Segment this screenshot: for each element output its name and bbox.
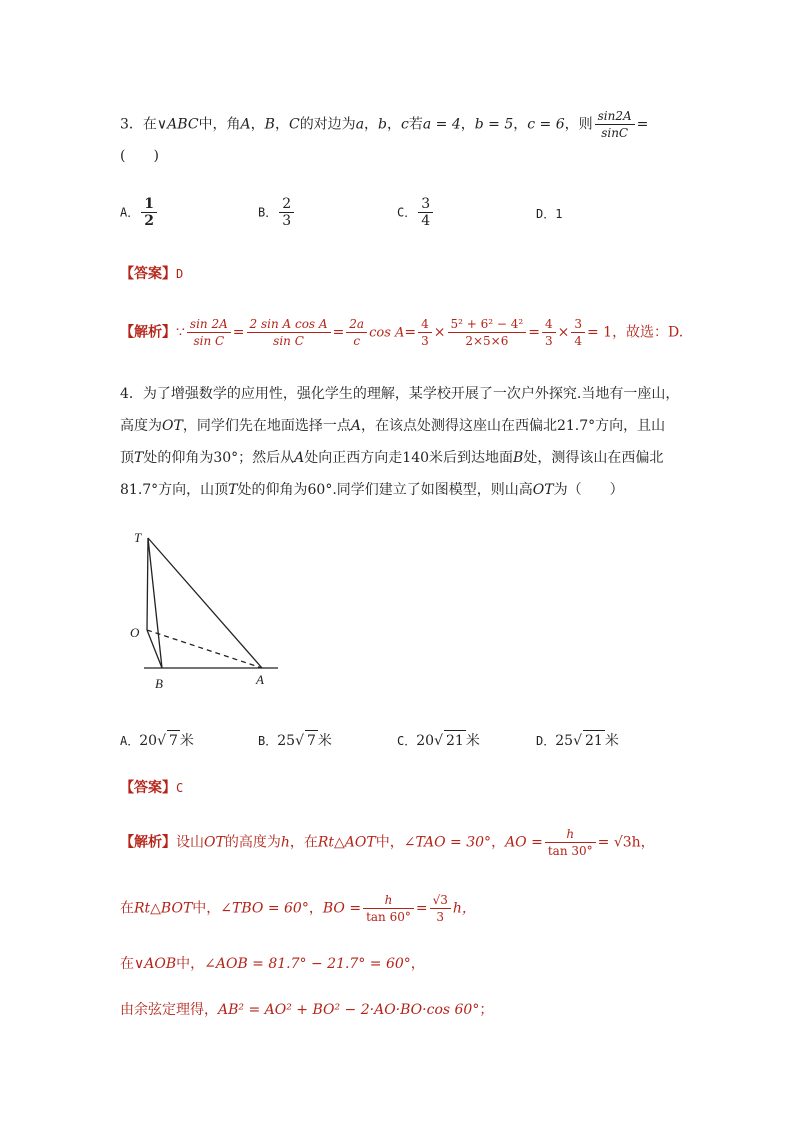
q3-stem-fraction: $\frac{\sin 2A}{\sin C}$ xyxy=(595,108,635,141)
segment-ta xyxy=(148,538,262,668)
q3-paren: ( ) xyxy=(120,148,159,164)
q4-line-1: 4．为了增强数学的应用性，强化学生的理解，某学校开展了一次户外探究.当地有一座山， xyxy=(120,386,680,402)
label-a: A xyxy=(256,672,264,687)
segment-to xyxy=(147,538,148,630)
label-b: B xyxy=(155,676,163,691)
q4-line-3: 顶T处的仰角为30°；然后从A处向正西方向走140米后到达地面B处，测得该山在西偏北 xyxy=(120,450,664,466)
q4-option-a: A．20√ 7 米 xyxy=(120,730,194,751)
q4-option-d: D．25√ 21 米 xyxy=(536,730,619,751)
q4-option-b: B．25√ 7 米 xyxy=(258,730,332,751)
mountain-figure xyxy=(120,522,290,692)
q3-stem: 3．在∨ABC中，角A，B，C的对边为a，b，c若a = 4，b = 5，c = 6，则 $\frac{\sin 2A}{\sin C}$ = xyxy=(120,109,649,140)
q4-analysis-2: 在Rt△BOT中，∠TBO = 60°，BO = $\frac{h}{\tan 60^\circ}$ = $\frac{√3}{3}$ h， xyxy=(120,893,476,924)
q3-option-d: D．1 xyxy=(536,207,563,221)
q4-option-c: C．20√ 21 米 xyxy=(397,730,480,751)
label-t: T xyxy=(134,530,142,545)
q4-answer: 【答案】C xyxy=(120,780,184,796)
q4-analysis-4: 由余弦定理得，AB² = AO² + BO² − 2·AO·BO·cos 60°； xyxy=(120,1002,494,1018)
triangle-abc: ∨ABC xyxy=(156,116,199,133)
q3-option-b: B． $\frac{2}{3}$ xyxy=(258,196,296,229)
label-o: O xyxy=(130,625,140,640)
q4-line-2: 高度为OT，同学们先在地面选择一点A，在该点处测得这座山在西偏北21.7°方向，且山 xyxy=(120,418,666,434)
q3-analysis: 【解析】∵ $\frac{\sin 2A}{\text{sin C}}$ = $\frac{\text{2 sin A cos A}}{\text{sin C}}$ = $\frac{2a}{c}$ cos A= $\frac{4}{3}$ × $\frac{\text{5² + 6² − 4²}}{2\times 5\times 6}$ = $\frac{4}{3}$ × $\frac{3}{4}$ = 1，故选：D. xyxy=(120,317,684,348)
q4-analysis-1: 【解析】设山OT的高度为h，在Rt△AOT中，∠TAO = 30°，AO = $\frac{h}{\tan 30^\circ}$ = √3h， xyxy=(120,827,655,858)
q4-analysis-3: 在∨AOB中，∠AOB = 81.7° − 21.7° = 60°， xyxy=(120,956,425,972)
q3-option-a: A． $\frac{1}{2}$ xyxy=(120,196,159,229)
q3-option-c: C． $\frac{3}{4}$ xyxy=(397,196,435,229)
q3-answer: 【答案】D xyxy=(120,266,184,282)
q4-line-4: 81.7°方向，山顶T处的仰角为60°.同学们建立了如图模型，则山高OT为（ ） xyxy=(120,482,624,498)
